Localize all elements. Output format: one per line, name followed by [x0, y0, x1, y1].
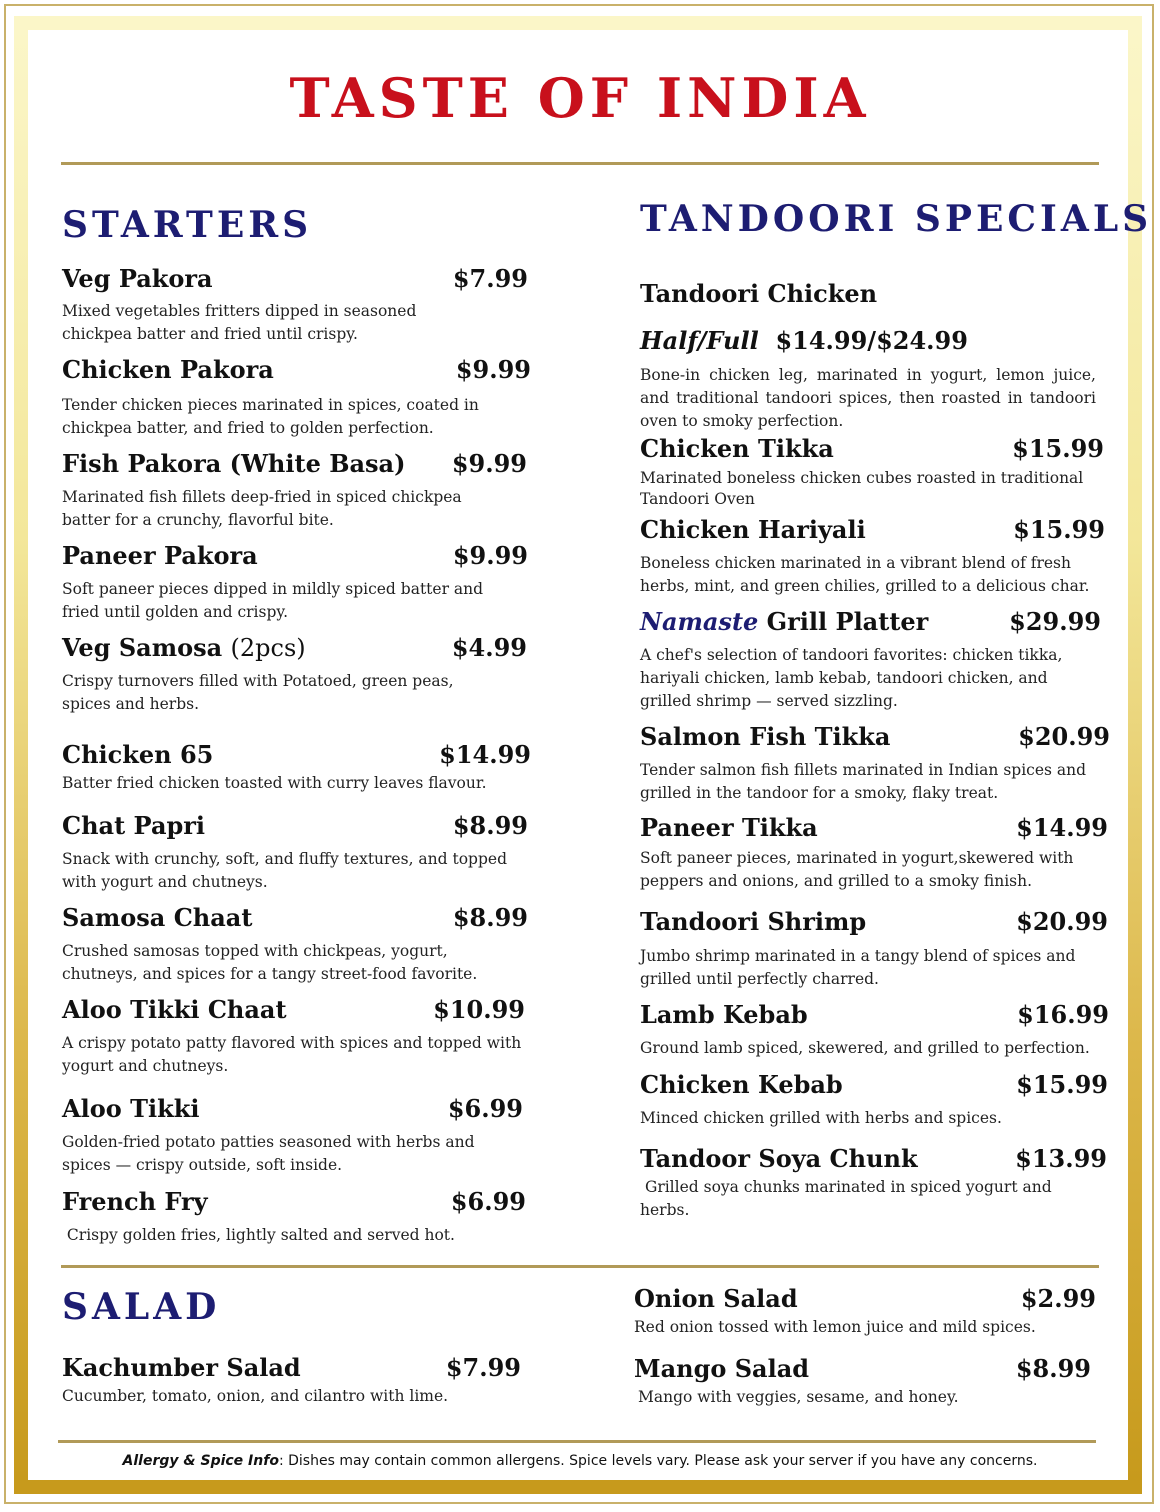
item-price: $6.99 [450, 1187, 526, 1216]
item-name: Chicken 65 [62, 740, 214, 769]
item-description: Soft paneer pieces, marinated in yogurt,skewered with peppers and onions, and grilled to a smoky finish. [640, 849, 1074, 890]
item-name: Aloo Tikki [62, 1094, 200, 1123]
allergy-text: : Dishes may contain common allergens. Spice levels vary. Please ask your server if you have any concerns. [278, 1453, 1038, 1469]
item-name-text: Grill Platter [758, 607, 929, 636]
item-description: Red onion tossed with lemon juice and mild spices. [634, 1318, 1036, 1336]
item-name [62, 633, 306, 662]
item-description: Boneless chicken marinated in a vibrant blend of fresh herbs, mint, and green chilies, grilled to a delicious char. [640, 554, 1090, 595]
item-name: Onion Salad [634, 1284, 798, 1313]
item-description: Mixed vegetables fritters dipped in seasoned chickpea batter and fried until crispy. [62, 302, 417, 343]
item-price: $20.99 [1018, 722, 1110, 751]
item-name: Fish Pakora (White Basa) [62, 449, 406, 478]
item-name: Paneer Pakora [62, 541, 258, 570]
item-description: Crispy turnovers filled with Potatoed, green peas, spices and herbs. [62, 672, 454, 713]
item-price: $7.99 [445, 1353, 521, 1382]
title-divider [61, 162, 1099, 165]
item-price: $10.99 [433, 995, 525, 1024]
item-name: Chat Papri [62, 811, 206, 840]
item-price: $2.99 [1020, 1284, 1096, 1313]
item-price: $9.99 [451, 449, 527, 478]
item-description: Cucumber, tomato, onion, and cilantro with lime. [62, 1387, 449, 1405]
footer-divider [58, 1440, 1096, 1443]
item-name: French Fry [62, 1187, 208, 1216]
item-name-text: Veg Samosa [62, 633, 223, 662]
item-price: $4.99 [451, 633, 527, 662]
item-description: Golden-fried potato patties seasoned with herbs and spices — crispy outside, soft inside. [62, 1133, 475, 1174]
item-size-label: Half/Full [640, 326, 759, 355]
item-name: Tandoori Chicken [640, 279, 878, 308]
item-price: $13.99 [1015, 1144, 1107, 1173]
item-price: $29.99 [1009, 607, 1101, 636]
item-price: $14.99 [439, 740, 531, 769]
item-description: Marinated fish fillets deep-fried in spiced chickpea batter for a crunchy, flavorful bite. [62, 488, 462, 529]
item-name: Kachumber Salad [62, 1353, 301, 1382]
item-description: Tender salmon fish fillets marinated in Indian spices and grilled in the tandoor for a smoky, flaky treat. [640, 761, 1087, 802]
item-price: $6.99 [447, 1094, 523, 1123]
item-description: Bone-in chicken leg, marinated in yogurt, lemon juice, and traditional tandoori spices, then roasted in tandoori oven to smoky perfection. [640, 366, 1096, 430]
item-description: A chef's selection of tandoori favorites: chicken tikka, hariyali chicken, lamb kebab, tandoori chicken, and grilled shrimp — served sizzling. [640, 646, 1063, 710]
item-description: Jumbo shrimp marinated in a tangy blend of spices and grilled until perfectly charred. [640, 947, 1076, 988]
item-description: Crispy golden fries, lightly salted and served hot. [62, 1226, 455, 1244]
salad-heading: SALAD [62, 1286, 221, 1328]
allergy-label: Allergy & Spice Info [122, 1453, 279, 1469]
item-price: $8.99 [452, 903, 528, 932]
item-price: $15.99 [1012, 434, 1104, 463]
allergy-notice [0, 1453, 1160, 1469]
item-name: Aloo Tikki Chaat [62, 995, 287, 1024]
item-description: Mango with veggies, sesame, and honey. [638, 1388, 959, 1406]
item-description: Grilled soya chunks marinated in spiced yogurt and herbs. [640, 1178, 1057, 1219]
item-price: $9.99 [455, 355, 531, 384]
item-name: Samosa Chaat [62, 903, 253, 932]
item-description: Crushed samosas topped with chickpeas, yogurt, chutneys, and spices for a tangy street-food favorite. [62, 942, 478, 983]
item-price: $7.99 [452, 264, 528, 293]
item-name: Tandoori Shrimp [640, 907, 867, 936]
item-price: $16.99 [1017, 1000, 1109, 1029]
item-price: $20.99 [1016, 907, 1108, 936]
item-name: Paneer Tikka [640, 813, 818, 842]
item-price: $8.99 [452, 811, 528, 840]
brand-name: Namaste [640, 607, 759, 636]
item-name: Chicken Pakora [62, 355, 274, 384]
item-description: Snack with crunchy, soft, and fluffy textures, and topped with yogurt and chutneys. [62, 850, 507, 891]
item-name [640, 607, 928, 636]
item-name: Tandoor Soya Chunk [640, 1144, 918, 1173]
item-price: $9.99 [452, 541, 528, 570]
item-name: Lamb Kebab [640, 1000, 808, 1029]
starters-heading: STARTERS [62, 204, 313, 246]
salad-divider [61, 1265, 1099, 1268]
item-name: Chicken Hariyali [640, 515, 866, 544]
item-price: $14.99/$24.99 [775, 326, 968, 355]
item-description: Marinated boneless chicken cubes roasted in traditional Tandoori Oven [640, 469, 1084, 508]
item-quantity: (2pcs) [230, 634, 306, 662]
item-price: $14.99 [1016, 813, 1108, 842]
item-description: Tender chicken pieces marinated in spices, coated in chickpea batter, and fried to golden perfection. [62, 396, 479, 437]
tandoori-heading: TANDOORI SPECIALS [640, 198, 1153, 240]
item-name: Mango Salad [634, 1354, 810, 1383]
menu-title: TASTE OF INDIA [289, 66, 871, 130]
item-name: Chicken Kebab [640, 1070, 843, 1099]
item-price: $8.99 [1015, 1354, 1091, 1383]
item-description: A crispy potato patty flavored with spices and topped with yogurt and chutneys. [62, 1034, 522, 1075]
item-name: Chicken Tikka [640, 434, 834, 463]
item-price: $15.99 [1013, 515, 1105, 544]
item-description: Batter fried chicken toasted with curry leaves flavour. [62, 774, 487, 792]
item-description: Soft paneer pieces dipped in mildly spiced batter and fried until golden and crispy. [62, 580, 484, 621]
item-description: Ground lamb spiced, skewered, and grilled to perfection. [640, 1039, 1090, 1057]
item-price: $15.99 [1016, 1070, 1108, 1099]
item-name: Salmon Fish Tikka [640, 722, 891, 751]
item-name: Veg Pakora [62, 264, 213, 293]
item-size-price-row [640, 326, 968, 355]
item-description: Minced chicken grilled with herbs and spices. [640, 1109, 1002, 1127]
